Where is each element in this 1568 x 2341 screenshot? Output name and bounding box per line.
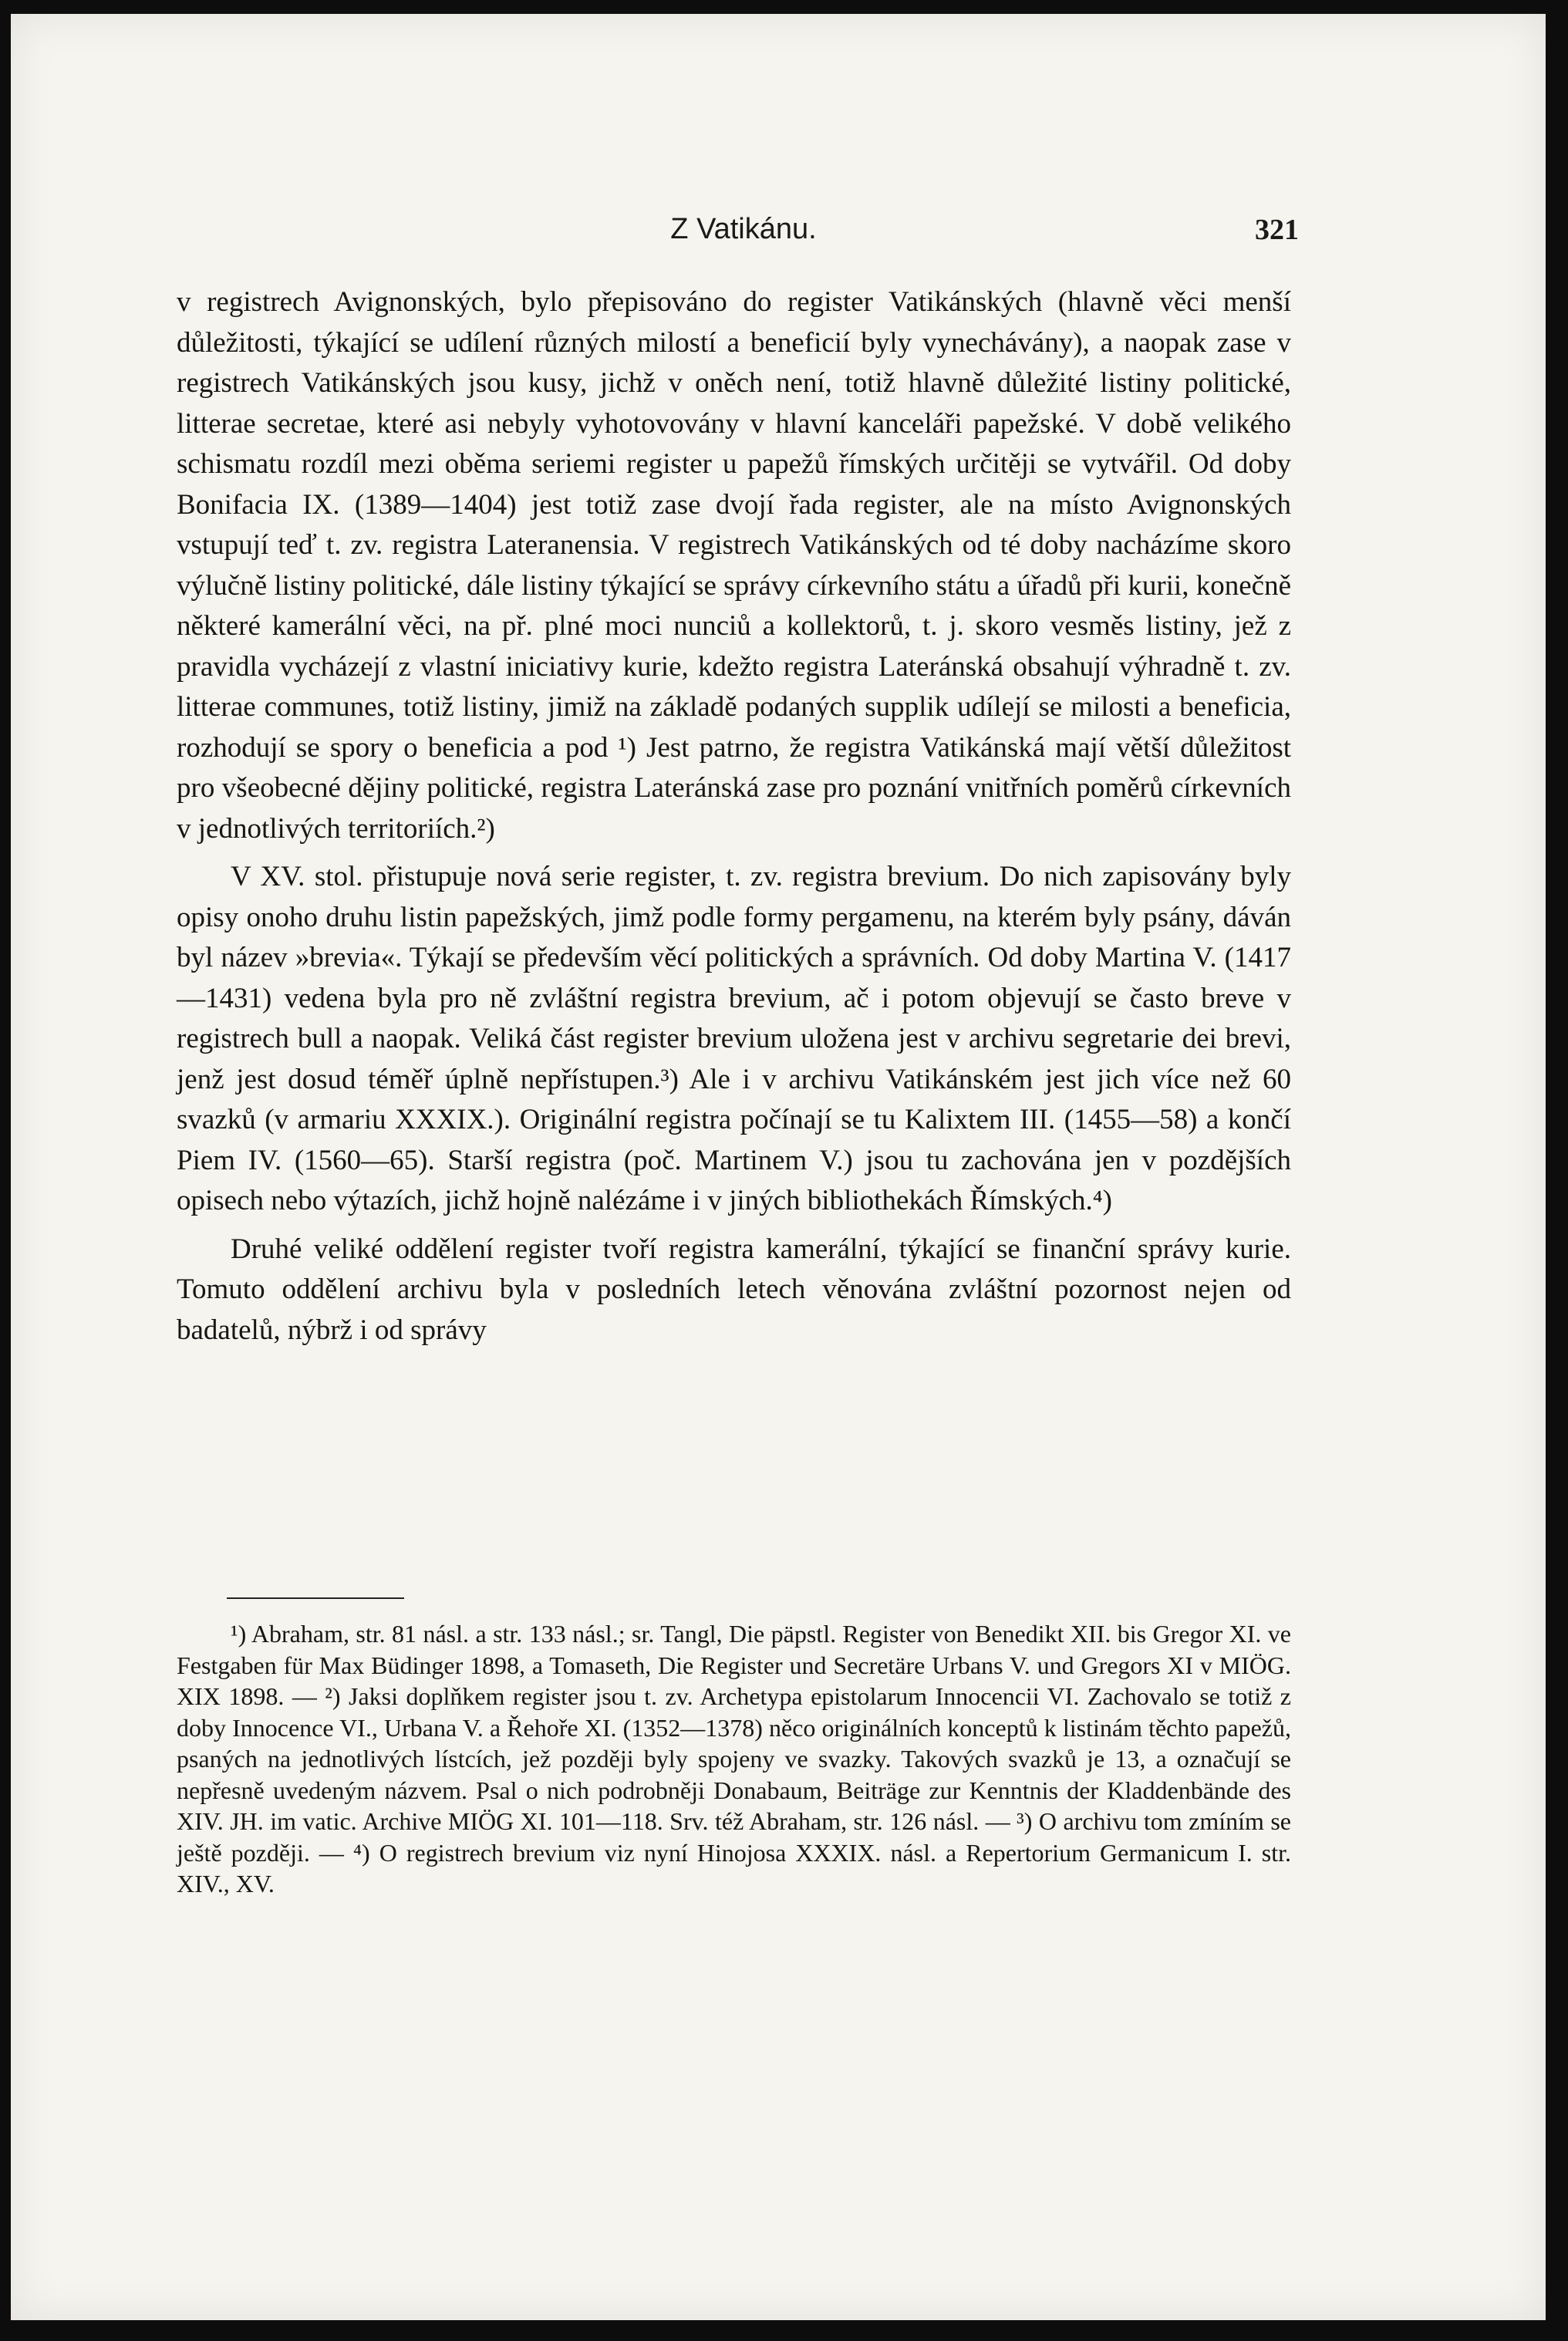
paragraph-2: V XV. stol. přistupuje nová serie register, t. zv. registra brevium. Do nich zapisovány byly opisy onoho druhu listin papežských, jimž podle formy pergamenu, na kterém byly psány, dáván byl název »brevia«. Týkají se především věcí politických a správních. Od doby Martina V. (1417—1431) vedena byla pro ně zvláštní registra brevium, ač i potom objevují se často breve v registrech bull a naopak. Veliká část register brevium uložena jest v archivu segretarie dei brevi, jenž jest dosud téměř úplně nepřístupen.³) Ale i v archivu Vatikánském jest jich více než 60 svazků (v armariu XXXIX.). Originální registra počínají se tu Kalixtem III. (1455—58) a končí Piem IV. (1560—65). Starší registra (poč. Martinem V.) jsou tu zachována jen v pozdějších opisech nebo výtazích, jichž hojně nalézáme i v jiných bibliothekách Římských.⁴) <box>177 861 1291 1216</box>
book-page <box>11 14 1546 2320</box>
page-header <box>188 213 1299 259</box>
paragraph-1: v registrech Avignonských, bylo přepisováno do register Vatikánských (hlavně věci menší důležitosti, týkající se udílení různých milostí a beneficií byly vynechávány), a naopak zase v registrech Vatikánských jsou kusy, jichž v oněch není, totiž hlavně důležité listiny politické, litterae secretae, které asi nebyly vyhotovovány v hlavní kanceláři papežské. V době velikého schismatu rozdíl mezi oběma seriemi register u papežů římských určitěji se vytvářil. Od doby Bonifacia IX. (1389—1404) jest totiž zase dvojí řada register, ale na místo Avignonských vstupují teď t. zv. registra Lateranensia. V registrech Vatikánských od té doby nacházíme skoro výlučně listiny politické, dále listiny týkající se správy církevního státu a úřadů při kurii, konečně některé kamerální věci, na př. plné moci nunciů a kollektorů, t. j. skoro vesměs listiny, jež z pravidla vycházejí z vlastní iniciativy kurie, kdežto registra Lateránská obsahují výhradně t. zv. litterae communes, totiž listiny, jimiž na základě podaných supplik udílejí se milosti a beneficia, rozhodují se spory o beneficia a pod ¹) Jest patrno, že registra Vatikánská mají větší důležitost pro všeobecné dějiny politické, registra Lateránská zase pro poznání vnitřních poměrů církevních v jednotlivých territoriích.²) <box>177 286 1291 845</box>
page-number: 321 <box>1255 214 1299 246</box>
footnote-text: ¹) Abraham, str. 81 násl. a str. 133 násl.; sr. Tangl, Die päpstl. Register von Benedikt XII. bis Gregor XI. ve Festgaben für Max Büdinger 1898, a Tomaseth, Die Register und Secretäre Urbans V. und Gregors XI v MIÖG. XIX 1898. — ²) Jaksi doplňkem register jsou t. zv. Archetypa epistolarum Innocencii VI. Zachovalo se totiž z doby Innocence VI., Urbana V. a Řehoře XI. (1352—1378) něco originálních konceptů k listinám těchto papežů, psaných na jednotlivých lístcích, jež později byly spojeny ve svazky. Takových svazků je 13, a označují se nepřesně uvedeným názvem. Psal o nich podrobněji Donabaum, Beiträge zur Kenntnis der Kladdenbände des XIV. JH. im vatic. Archive MIÖG XI. 101—118. Srv. též Abraham, str. 126 násl. — ³) O archivu tom zmíním se ještě později. — ⁴) O registrech brevium viz nyní Hinojosa XXXIX. násl. a Repertorium Germanicum I. str. XIV., XV. <box>177 1620 1291 1897</box>
footnote-divider <box>227 1597 404 1599</box>
main-text <box>177 282 1291 1358</box>
paragraph-3: Druhé veliké oddělení register tvoří registra kamerální, týkající se finanční správy kurie. Tomuto oddělení archivu byla v posledních letech věnována zvláštní pozornost nejen od badatelů, nýbrž i od správy <box>177 1233 1291 1346</box>
running-title: Z Vatikánu. <box>670 213 817 245</box>
footnotes <box>177 1618 1291 1900</box>
